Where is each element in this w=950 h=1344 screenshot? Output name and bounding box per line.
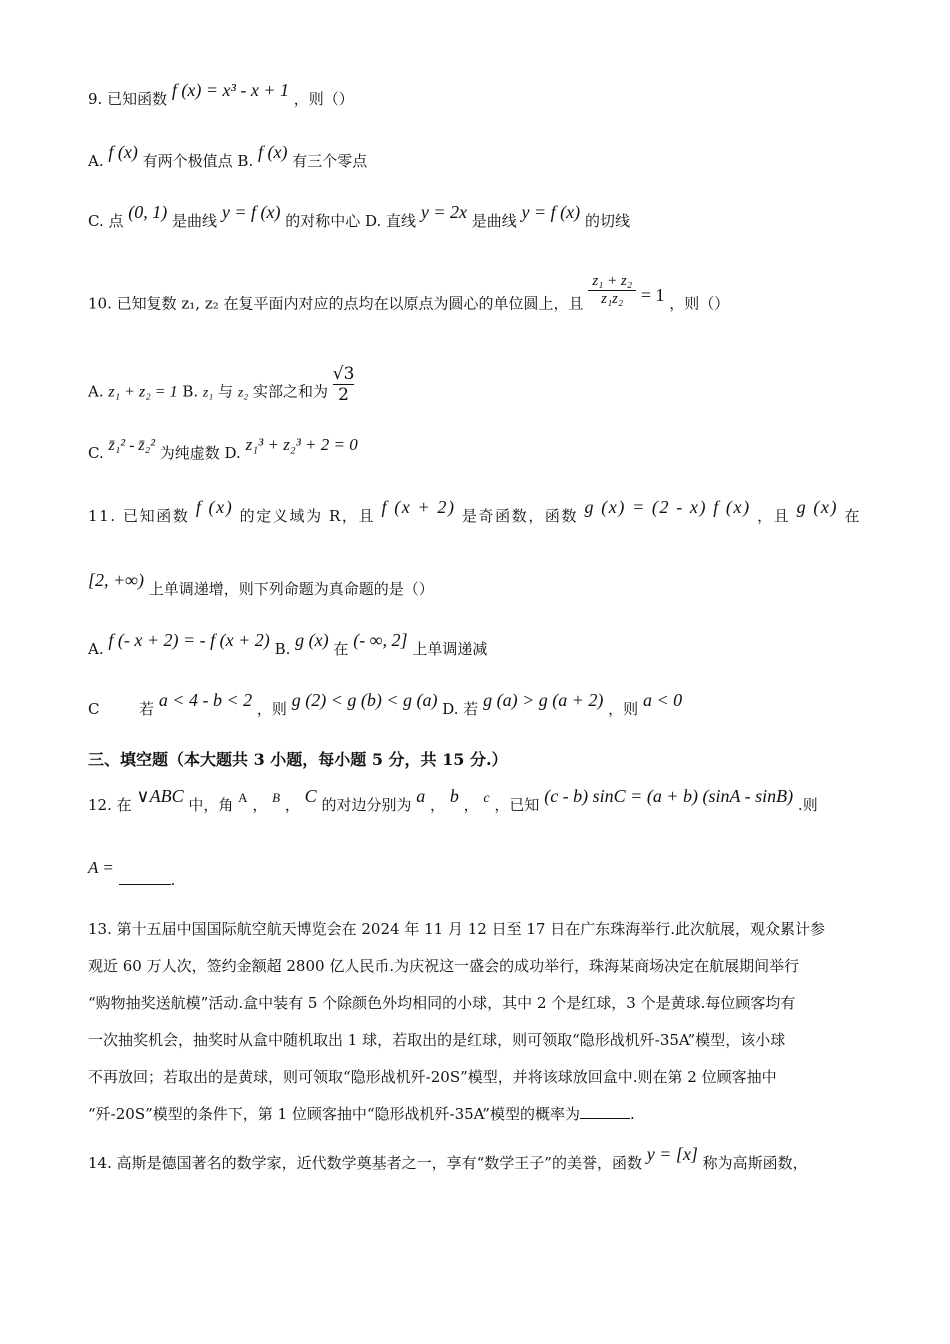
q11-option-b-math2: (- ∞, 2] xyxy=(353,630,408,650)
q13-line1: 13. 第十五届中国国际航空航天博览会在 2024 年 11 月 12 日至 17 日在广东珠海举行.此次航展，观众累计参 xyxy=(88,920,825,938)
q10-option-b-fraction-denominator: 2 xyxy=(338,385,349,405)
q9-option-a-text: 有两个极值点 B. xyxy=(142,152,254,170)
q11-math-g-def: g (x) = (2 - x) f (x) xyxy=(584,497,751,517)
q10-option-b-text1: 与 xyxy=(218,382,234,401)
q9-option-b-text: 有三个零点 xyxy=(292,152,368,170)
q12-text2: ， xyxy=(252,796,268,814)
q9-stem-end: ，则（） xyxy=(293,90,354,108)
q12-text1: 中，角 xyxy=(188,796,234,814)
q12-text3: ， xyxy=(284,796,300,814)
q9-option-c-text2: 的对称中心 D. 直线 xyxy=(285,212,417,230)
q9-option-c-label: C. 点 xyxy=(88,212,124,230)
q12-stem xyxy=(88,786,818,815)
q9-option-d-text1: 是曲线 xyxy=(471,212,517,230)
q9-options-cd xyxy=(88,202,630,231)
q14-stem-end: 称为高斯函数， xyxy=(702,1154,808,1172)
q12-angle-c: C xyxy=(304,786,317,806)
q10-fraction xyxy=(588,273,636,308)
q12-angle-b: B xyxy=(272,790,281,805)
q10-option-a-math: z₁ + z₂ = 1 xyxy=(108,383,178,401)
q10-option-c-math: z̄₁² - z̄₂² xyxy=(108,437,155,454)
q11-option-b-text1: 在 xyxy=(333,640,349,658)
q13-line6-text: “歼-20S”模型的条件下，第 1 位顾客抽中“隐形战机歼-35A”模型的概率为 xyxy=(88,1105,580,1123)
q10-option-b-z2: z₂ xyxy=(237,385,249,401)
section3-heading: 三、填空题（本大题共 3 小题，每小题 5 分，共 15 分.） xyxy=(88,750,508,769)
q9-option-c-point: (0, 1) xyxy=(128,202,168,222)
q12-answer-suffix: . xyxy=(170,871,176,889)
q11-option-b-label: B. xyxy=(274,640,291,658)
q11-option-d-label: D. 若 xyxy=(442,700,479,718)
q13-answer-blank xyxy=(580,1118,630,1119)
q11-option-b-math1: g (x) xyxy=(295,630,329,650)
q12-side-a: a xyxy=(416,786,426,806)
q10-stem-text: 10. 已知复数 z₁, z₂ 在复平面内对应的点均在以原点为圆心的单位圆上，且 xyxy=(88,294,584,313)
q11-option-c-math1: a < 4 - b < 2 xyxy=(158,690,253,710)
q12-text4: 的对边分别为 xyxy=(321,796,412,814)
q11-options-ab xyxy=(88,630,488,659)
q9-option-d-curve: y = f (x) xyxy=(521,202,581,222)
q11-option-c-text2: ，则 xyxy=(256,700,287,718)
q10-option-b-z1: z₁ xyxy=(202,385,214,401)
q11-option-b-text2: 上单调递减 xyxy=(412,640,488,658)
q11-option-c-math2: g (2) < g (b) < g (a) xyxy=(291,690,438,710)
q9-option-c-curve: y = f (x) xyxy=(221,202,281,222)
q9-stem xyxy=(88,80,354,109)
q13-line6 xyxy=(88,1103,635,1124)
q11-stem-text: 11. 已知函数 xyxy=(88,507,190,525)
q13-line3: “购物抽奖送航模”活动.盒中装有 5 个除颜色外均相同的小球，其中 2 个是红球，3 个是黄球.每位顾客均有 xyxy=(88,994,796,1012)
q9-option-a-math: f (x) xyxy=(108,142,138,162)
q12-text8: .则 xyxy=(797,796,818,814)
q11-text1: 的定义域为 R，且 xyxy=(239,507,376,525)
q11-option-c-label: C xyxy=(88,700,100,718)
q10-options-ab xyxy=(88,364,355,413)
q12-stem-text: 12. 在 xyxy=(88,796,132,814)
q10-option-c-text: 为纯虚数 D. xyxy=(159,444,241,462)
q12-answer-prefix: A = xyxy=(88,858,114,877)
q11-option-d-math1: g (a) > g (a + 2) xyxy=(483,690,604,710)
q11-math-f-shift: f (x + 2) xyxy=(381,497,456,517)
q11-option-a-math: f (- x + 2) = - f (x + 2) xyxy=(108,630,270,650)
q11-text2: 是奇函数，函数 xyxy=(461,507,579,525)
q11-math-interval: [2, +∞) xyxy=(88,570,144,590)
q11-math-g: g (x) xyxy=(796,497,839,517)
q10-option-b-label: B. xyxy=(182,382,199,401)
q10-option-a-label: A. xyxy=(88,382,104,401)
q11-option-c-text1: 若 xyxy=(139,700,155,718)
q11-math-f: f (x) xyxy=(195,497,234,517)
q12-angle-a: A xyxy=(238,790,248,805)
q12-answer-blank xyxy=(119,884,171,885)
q13-line4: 一次抽奖机会，抽奖时从盒中随机取出 1 球，若取出的是红球，则可领取“隐形战机歼-35A”模型，该小球 xyxy=(88,1031,786,1049)
q12-text7: ，已知 xyxy=(494,796,540,814)
q11-text3: ，且 xyxy=(757,507,791,525)
q10-option-b-fraction-numerator: √3 xyxy=(332,364,355,384)
q11-text5: 上单调递增，则下列命题为真命题的是（） xyxy=(148,580,434,598)
q12-text5: ， xyxy=(430,796,446,814)
q11-option-d-text1: ，则 xyxy=(608,700,639,718)
q9-option-d-line: y = 2x xyxy=(420,202,467,222)
q9-option-d-text2: 的切线 xyxy=(584,212,630,230)
q13-line5: 不再放回；若取出的是黄球，则可领取“隐形战机歼-20S”模型，并将该球放回盒中.则在第 2 位顾客抽中 xyxy=(88,1068,777,1086)
q10-option-c-label: C. xyxy=(88,444,104,462)
q12-side-c: c xyxy=(483,791,490,806)
q12-answer-line xyxy=(88,858,176,889)
q11-option-d-math2: a < 0 xyxy=(642,690,683,710)
q11-stem-line1 xyxy=(88,497,862,526)
q14-stem-text: 14. 高斯是德国著名的数学家，近代数学奠基者之一，享有“数学王子”的美誉，函数 xyxy=(88,1154,642,1172)
q10-fraction-denominator: z₁z₂ xyxy=(601,291,624,307)
q12-equation: (c - b) sinC = (a + b) (sinA - sinB) xyxy=(544,786,794,806)
q14-stem xyxy=(88,1144,808,1173)
q10-fraction-equals: = 1 xyxy=(640,284,665,305)
q10-option-d-math: z₁³ + z₂³ + 2 = 0 xyxy=(245,435,358,454)
q9-function-formula: f (x) = x³ - x + 1 xyxy=(171,80,290,100)
q12-side-b: b xyxy=(449,786,459,806)
q10-option-b-fraction xyxy=(333,364,355,405)
q10-option-b-text2: 实部之和为 xyxy=(252,382,328,401)
q9-stem-text: 9. 已知函数 xyxy=(88,90,168,108)
q9-options-ab xyxy=(88,142,368,171)
q13-line2: 观近 60 万人次，签约金额超 2800 亿人民币.为庆祝这一盛会的成功举行，珠海某商场决定在航展期间举行 xyxy=(88,957,800,975)
q10-fraction-numerator: z₁ + z₂ xyxy=(588,273,636,291)
q12-triangle: ∨ABC xyxy=(136,786,184,806)
q10-stem-end: ，则（） xyxy=(669,294,730,313)
q12-text6: ， xyxy=(463,796,479,814)
q9-option-b-math: f (x) xyxy=(258,142,288,162)
q13-end: . xyxy=(629,1105,635,1123)
q10-options-cd xyxy=(88,435,358,463)
q14-gauss-function: y = [x] xyxy=(646,1144,698,1164)
q9-option-c-text1: 是曲线 xyxy=(172,212,218,230)
q11-options-cd xyxy=(88,690,683,719)
q10-stem xyxy=(88,273,730,322)
q9-option-a-label: A. xyxy=(88,152,104,170)
q11-option-a-label: A. xyxy=(88,640,104,658)
q11-stem-line2 xyxy=(88,570,434,599)
q11-text4: 在 xyxy=(844,507,862,525)
